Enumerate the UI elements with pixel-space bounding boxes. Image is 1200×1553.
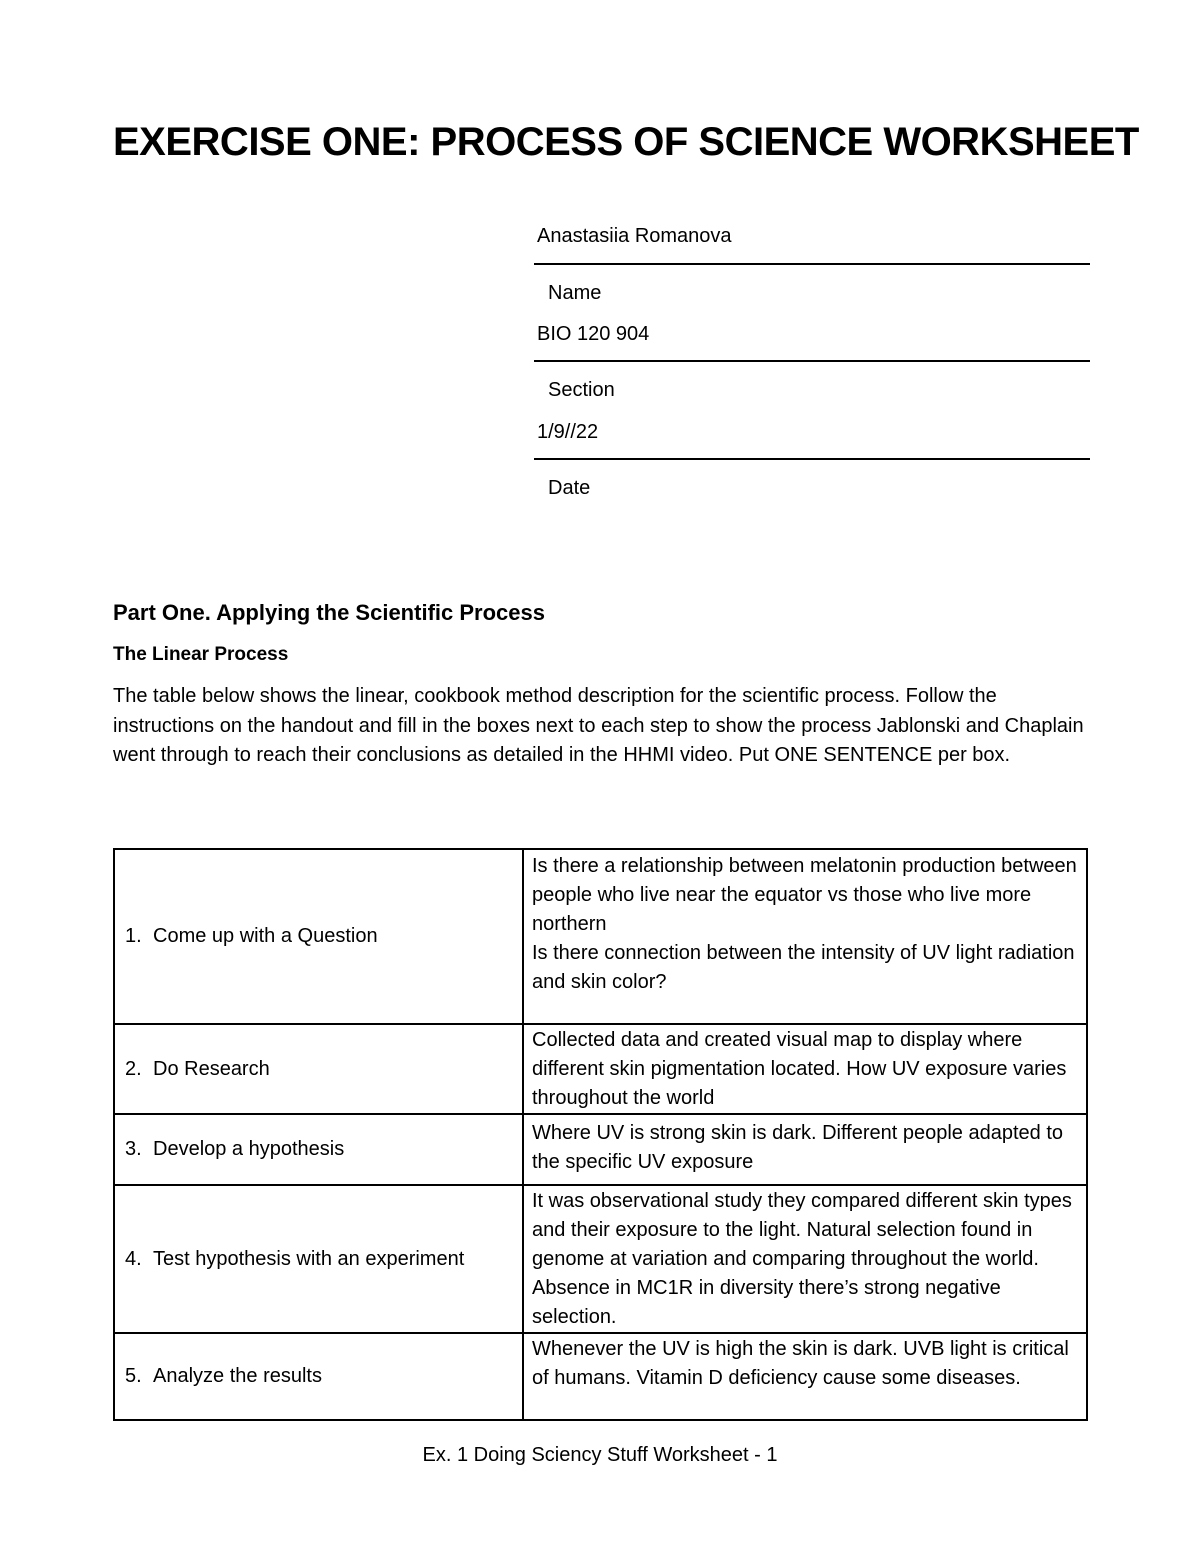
table-row <box>114 849 1087 1024</box>
answer-cell[interactable] <box>523 1114 1087 1185</box>
answer-cell[interactable] <box>523 1024 1087 1114</box>
part-one-heading: Part One. Applying the Scientific Process <box>113 600 545 625</box>
date-rule <box>534 458 1090 460</box>
step-number: 1. <box>125 925 142 947</box>
table-row <box>114 1185 1087 1333</box>
date-label: Date <box>548 477 591 499</box>
step-number: 2. <box>125 1057 142 1080</box>
section-value: BIO 120 904 <box>537 323 650 345</box>
answer-cell[interactable] <box>523 1185 1087 1333</box>
linear-process-subheading: The Linear Process <box>113 644 289 665</box>
instructions-paragraph: The table below shows the linear, cookbook method description for the scientific process. Follow the instructions on the handout and fill in the boxes next to each step to show the process Jablonski and Chaplain went through to reach their conclusions as detailed in the HHMI video. Put ONE SENTENCE per box. <box>113 685 1084 766</box>
answer-line: Where UV is strong skin is dark. Different people adapted to the specific UV exposure <box>532 1122 1064 1173</box>
table-row <box>114 1333 1087 1420</box>
step-label: Come up with a Question <box>153 925 378 947</box>
answer-line: Collected data and created visual map to display where different skin pigmentation located. How UV exposure varies throughout the world <box>532 1029 1067 1109</box>
step-cell <box>114 1024 523 1114</box>
step-number: 3. <box>125 1138 142 1160</box>
step-label: Test hypothesis with an experiment <box>153 1247 465 1270</box>
section-label: Section <box>548 379 615 401</box>
name-value: Anastasiia Romanova <box>537 225 732 247</box>
answer-line: Is there a relationship between melatonin production between people who live near the equator vs those who live more northern <box>532 855 1077 935</box>
table-row <box>114 1024 1087 1114</box>
step-number: 5. <box>125 1365 142 1387</box>
step-cell <box>114 849 523 1024</box>
date-value: 1/9//22 <box>537 421 599 443</box>
page-title: EXERCISE ONE: PROCESS OF SCIENCE WORKSHEET <box>113 120 1139 164</box>
answer-line: Is there connection between the intensity of UV light radiation and skin color? <box>532 942 1075 993</box>
answer-cell[interactable] <box>523 849 1087 1024</box>
step-cell <box>114 1114 523 1185</box>
step-cell <box>114 1185 523 1333</box>
step-label: Do Research <box>153 1057 270 1080</box>
name-label: Name <box>548 282 602 304</box>
section-rule <box>534 360 1090 362</box>
step-number: 4. <box>125 1247 142 1270</box>
answer-line: Whenever the UV is high the skin is dark. UVB light is critical of humans. Vitamin D deficiency cause some diseases. <box>532 1338 1069 1389</box>
table-row <box>114 1114 1087 1185</box>
answer-cell[interactable] <box>523 1333 1087 1420</box>
page-footer: Ex. 1 Doing Sciency Stuff Worksheet - 1 <box>422 1444 778 1466</box>
step-label: Analyze the results <box>153 1365 322 1387</box>
answer-line: It was observational study they compared different skin types and their exposure to the light. Natural selection found in genome at variation and comparing throughout the world. Absence in MC1R in diversity there’s strong negative selection. <box>532 1190 1072 1328</box>
name-rule <box>534 263 1090 265</box>
step-label: Develop a hypothesis <box>153 1138 345 1160</box>
step-cell <box>114 1333 523 1420</box>
scientific-process-table <box>113 848 1088 1421</box>
